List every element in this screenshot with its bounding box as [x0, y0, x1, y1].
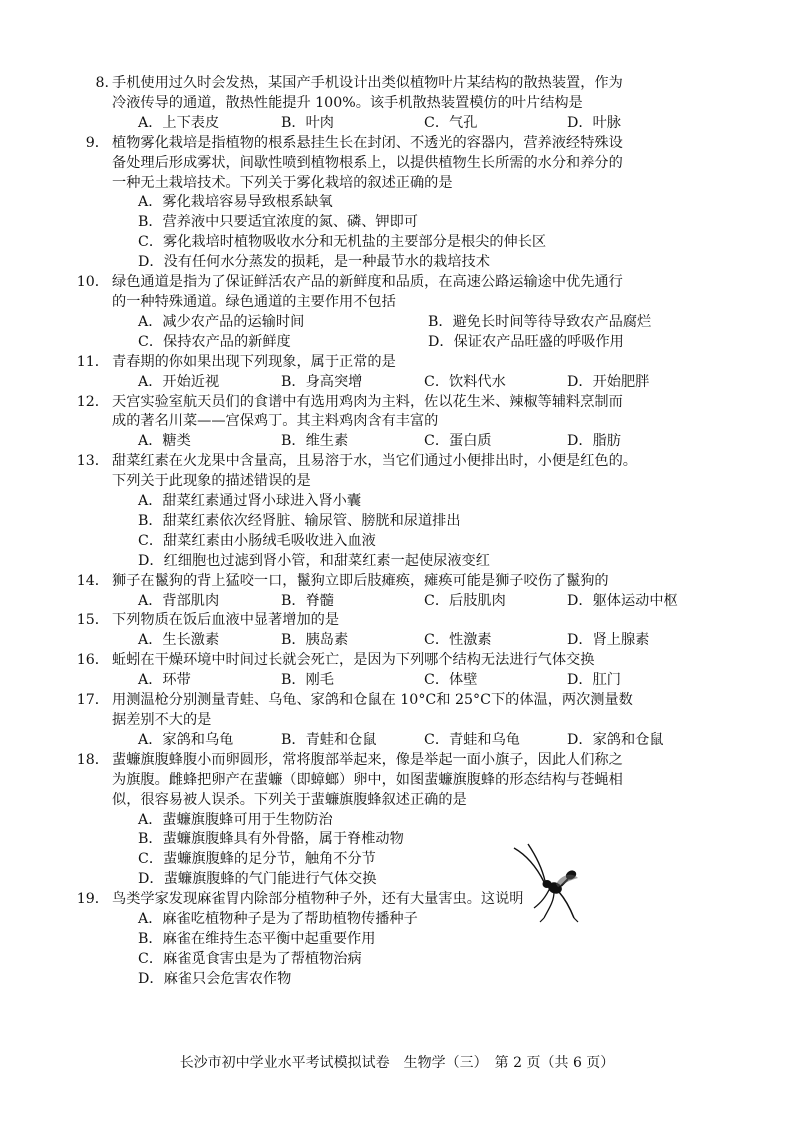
option-b: B．青蛙和仓鼠 [281, 731, 377, 748]
question-stem-line: 备处理后形成雾状，间歇性喷到植物根系上，以提供植物生长所需的水分和养分的 [112, 154, 623, 171]
question-number: 15． [76, 612, 109, 629]
question-number: 19． [76, 891, 109, 908]
question-stem-line: 蚯蚓在干燥环境中时间过长就会死亡，是因为下列哪个结构无法进行气体交换 [112, 652, 595, 669]
question-stem-line: 手机使用过久时会发热，某国产手机设计出类似植物叶片某结构的散热装置，作为 [112, 75, 623, 91]
question-stem-line: 天宫实验室航天员们的食谱中有选用鸡肉为主料，佐以花生米、辣椒等辅料烹制而 [112, 393, 623, 410]
option-a: A．背部肌肉 [138, 592, 220, 609]
question-stem-line: 冷液传导的通道，散热性能提升 100%。该手机散热装置模仿的叶片结构是 [112, 94, 583, 111]
option-d: D．脂肪 [567, 433, 621, 450]
option-row [112, 592, 732, 612]
question-stem-line: 狮子在鬣狗的背上猛咬一口，鬣狗立即后肢瘫痪，瘫痪可能是狮子咬伤了鬣狗的 [112, 572, 609, 589]
option-row [112, 631, 732, 651]
option-a: A．麻雀吃植物种子是为了帮助植物传播种子 [138, 911, 418, 928]
question-number: 13． [76, 453, 109, 470]
option-a: A．生长激素 [138, 632, 220, 649]
option-c: C．保持农产品的新鲜度 [138, 333, 291, 350]
question-number: 17． [76, 692, 109, 709]
option-b: B．蜚蠊旗腹蜂具有外骨骼，属于脊椎动物 [138, 831, 404, 848]
option-d: D．家鸽和仓鼠 [567, 731, 664, 748]
option-a: A．环带 [138, 672, 191, 689]
question-number: 9． [85, 134, 109, 151]
option-a: A．家鸽和乌龟 [138, 731, 234, 748]
question-stem-line: 绿色通道是指为了保证鲜活农产品的新鲜度和品质，在高速公路运输途中优先通行 [112, 274, 623, 291]
option-d: D．肛门 [567, 672, 621, 689]
option-d: D．保证农产品旺盛的呼吸作用 [428, 333, 624, 350]
question-13 [76, 452, 732, 571]
option-c: C．饮料代水 [424, 373, 506, 390]
question-stem-line: 据差别不大的是 [112, 712, 212, 728]
option-row [112, 671, 732, 691]
question-17 [76, 691, 732, 751]
option-b: B．麻雀在维持生态平衡中起重要作用 [138, 930, 376, 947]
question-number: 8. [95, 75, 109, 91]
question-number: 18． [76, 751, 109, 768]
question-15 [76, 611, 732, 651]
option-c: C．性激素 [424, 632, 492, 649]
question-number: 10． [76, 274, 109, 291]
question-stem-line: 植物雾化栽培是指植物的根系悬挂生长在封闭、不透光的容器内，营养液经特殊设 [112, 134, 623, 151]
option-b: B．胰岛素 [281, 632, 349, 649]
question-stem-line: 青春期的你如果出现下列现象，属于正常的是 [112, 353, 396, 370]
option-row [112, 373, 732, 393]
option-b: B．避免长时间等待导致农产品腐烂 [428, 313, 652, 330]
option-c: C．体壁 [424, 672, 478, 689]
option-a: A．减少农产品的运输时间 [138, 313, 305, 330]
option-b: B．脊髓 [281, 592, 334, 609]
question-stem-line: 蜚蠊旗腹蜂腹小而卵圆形，常将腹部举起来，像是举起一面小旗子，因此人们称之 [112, 751, 623, 768]
option-d: D．红细胞也过滤到肾小管，和甜菜红素一起使尿液变红 [138, 552, 490, 569]
question-list [76, 74, 732, 990]
option-b: B．身高突增 [281, 373, 363, 390]
option-c: C．青蛙和乌龟 [424, 731, 520, 748]
option-d: D．开始肥胖 [567, 373, 650, 390]
question-stem-line: 下列关于此现象的描述错误的是 [112, 473, 311, 490]
option-b: B．刚毛 [281, 672, 334, 689]
option-a: A．雾化栽培容易导致根系缺氧 [138, 194, 333, 211]
question-stem-line: 似，很容易被人误杀。下列关于蜚蠊旗腹蜂叙述正确的是 [112, 791, 467, 808]
question-stem-line: 一种无土栽培技术。下列关于雾化栽培的叙述正确的是 [112, 174, 453, 191]
option-row [112, 313, 732, 333]
question-number: 16． [76, 652, 109, 669]
question-stem-line: 下列物质在饭后血液中显著增加的是 [112, 612, 340, 629]
question-stem-line: 用测温枪分别测量青蛙、乌龟、家鸽和仓鼠在 10°C和 25°C下的体温，两次测量数 [112, 692, 633, 709]
option-c: C．雾化栽培时植物吸收水分和无机盐的主要部分是根尖的伸长区 [138, 234, 547, 251]
question-18 [76, 751, 732, 890]
option-a: A．开始近视 [138, 373, 220, 390]
option-d: D．叶脉 [567, 114, 621, 131]
option-a: A．蜚蠊旗腹蜂可用于生物防治 [138, 811, 333, 828]
option-b: B．叶肉 [281, 114, 334, 131]
question-number: 14． [76, 572, 109, 589]
option-a: A．糖类 [138, 433, 191, 450]
option-c: C．后肢肌肉 [424, 592, 506, 609]
option-c: C．甜菜红素由小肠绒毛吸收进入血液 [138, 532, 376, 549]
option-b: B．营养液中只要适宜浓度的氮、磷、钾即可 [138, 214, 418, 231]
question-12 [76, 393, 732, 453]
insect-illustration [508, 842, 588, 924]
option-row [112, 333, 732, 353]
option-c: C．气孔 [424, 114, 478, 131]
option-row [112, 731, 732, 751]
option-a: A．上下表皮 [138, 114, 220, 131]
option-b: B．甜菜红素依次经肾脏、输尿管、膀胱和尿道排出 [138, 512, 461, 529]
question-10 [76, 273, 732, 353]
option-d: D．蜚蠊旗腹蜂的气门能进行气体交换 [138, 871, 377, 888]
question-14 [76, 572, 732, 612]
question-number: 11． [76, 353, 109, 370]
option-d: D．躯体运动中枢 [567, 592, 678, 609]
question-stem-line: 鸟类学家发现麻雀胃内除部分植物种子外，还有大量害虫。这说明 [112, 891, 524, 908]
question-9 [85, 134, 732, 273]
question-16 [76, 651, 732, 691]
option-c: C．麻雀觅食害虫是为了帮植物治病 [138, 950, 362, 967]
question-stem-line: 为旗腹。雌蜂把卵产在蜚蠊（即蟑螂）卵中，如图蜚蠊旗腹蜂的形态结构与苍蝇相 [112, 771, 623, 788]
question-stem-line: 的一种特殊通道。绿色通道的主要作用不包括 [112, 293, 396, 310]
option-row [112, 114, 732, 134]
option-c: C．蜚蠊旗腹蜂的足分节，触角不分节 [138, 851, 376, 868]
question-stem-line: 甜菜红素在火龙果中含量高，且易溶于水，当它们通过小便排出时，小便是红色的。 [112, 453, 637, 470]
question-number: 12． [76, 393, 109, 410]
option-row [112, 432, 732, 452]
option-b: B．维生素 [281, 433, 349, 450]
question-11 [76, 353, 732, 393]
question-8 [95, 74, 732, 134]
question-19 [76, 890, 732, 990]
option-a: A．甜菜红素通过肾小球进入肾小囊 [138, 493, 362, 510]
option-d: D．没有任何水分蒸发的损耗，是一种最节水的栽培技术 [138, 254, 490, 271]
option-d: D．肾上腺素 [567, 632, 650, 649]
question-stem-line: 成的著名川菜——宫保鸡丁。其主料鸡肉含有丰富的 [112, 413, 439, 430]
option-d: D．麻雀只会危害农作物 [138, 970, 292, 987]
option-c: C．蛋白质 [424, 433, 492, 450]
page-footer: 长沙市初中学业水平考试模拟试卷 生物学（三） 第 2 页（共 6 页） [179, 1055, 615, 1071]
